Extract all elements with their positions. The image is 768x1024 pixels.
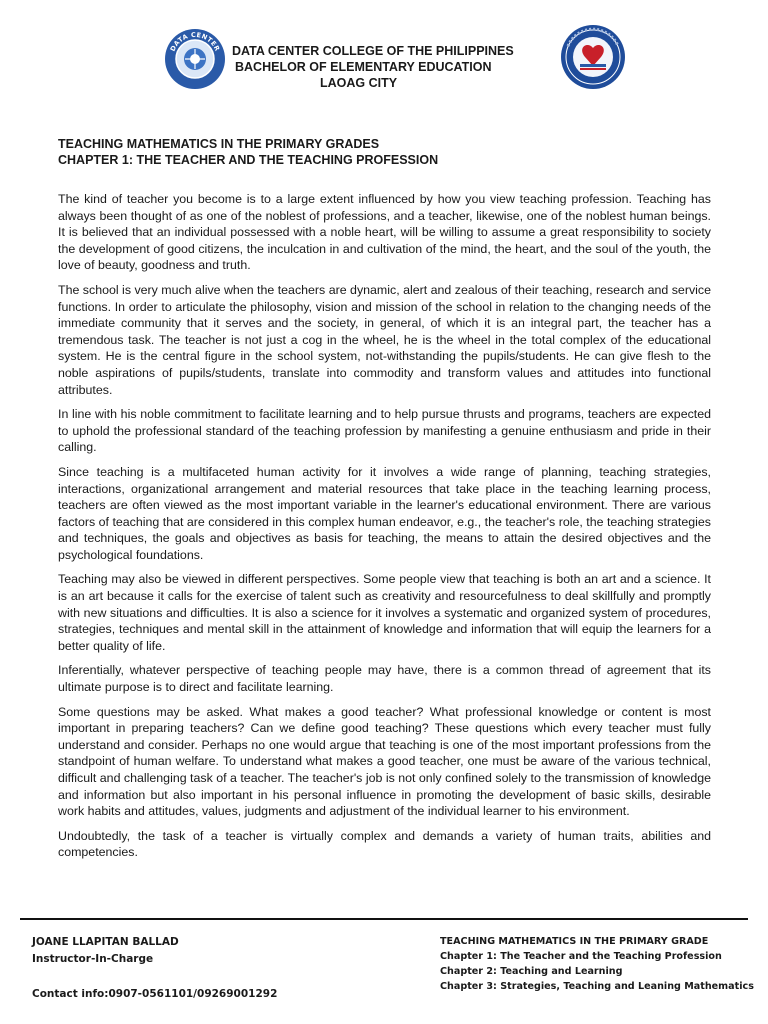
footer-course-title: TEACHING MATHEMATICS IN THE PRIMARY GRADE (440, 936, 709, 947)
svg-text:DATA CENTER: DATA CENTER (168, 30, 222, 53)
city-name: LAOAG CITY (320, 76, 398, 90)
body-paragraph: Undoubtedly, the task of a teacher is virtually complex and demands a variety of human traits, abilities and competencies. (58, 828, 711, 860)
footer-chapter-3: Chapter 3: Strategies, Teaching and Leaning Mathematics (440, 981, 754, 992)
body-paragraph: The kind of teacher you become is to a large extent influenced by how you view teaching profession. Teaching has always been thought of as one of the noblest of professions, and a teacher, likewise, one of the noblest human beings. It is believed that an individual possessed with a noble heart, will be willing to assume a great responsibility to society the development of good citizens, the inculcation in and cultivation of the mind, the heart, and the soul of the youth, the love of beauty, goodness and truth. (58, 192, 711, 273)
footer-chapter-2: Chapter 2: Teaching and Learning (440, 966, 623, 977)
body-paragraph: In line with his noble commitment to facilitate learning and to help pursue thrusts and programs, teachers are expected to uphold the professional standard of the teaching profession by manifesting a genuine enthusiasm and pride in their calling. (58, 407, 711, 455)
instructor-name: JOANE LLAPITAN BALLAD (32, 936, 179, 948)
chapter-title: CHAPTER 1: THE TEACHER AND THE TEACHING PROFESSION (58, 153, 439, 167)
contact-info: Contact info:0907-0561101/09269001292 (32, 988, 278, 1000)
body-paragraph: Since teaching is a multifaceted human activity for it involves a wide range of planning, teaching strategies, interactions, organizational arrangement and material resources that take place in the teaching learning process, teachers are often viewed as the most important variable in the learner's educational environment. There are various factors of teaching that are considered in this complex human endeavor, e.g., the teacher's role, the teaching strategies and techniques, the goals and objectives as basis for teaching, the means to attain the desired objectives and the psychological foundations. (58, 464, 711, 562)
body-paragraph: Inferentially, whatever perspective of teaching people may have, there is a common thread of agreement that its ultimate purpose is to direct and facilitate learning. (58, 663, 711, 695)
footer-chapter-1: Chapter 1: The Teacher and the Teaching Profession (440, 951, 722, 962)
program-name: BACHELOR OF ELEMENTARY EDUCATION (235, 60, 492, 74)
instructor-role: Instructor-In-Charge (32, 953, 154, 965)
footer-divider (20, 918, 748, 920)
education-department-logo (560, 24, 626, 90)
school-name: DATA CENTER COLLEGE OF THE PHILIPPINES (232, 44, 514, 58)
body-paragraph: Teaching may also be viewed in different perspectives. Some people view that teaching is both an art and a science. It is an art because it calls for the exercise of talent such as creativity and resourcefulness to deal skillfully and promptly with new situations and difficulties. It is also a science for it involves a systematic and organized system of procedures, strategies, techniques and mental skill in the attainment of knowledge and information that will equip the learners for a better quality of life. (58, 572, 711, 653)
document-body (58, 191, 711, 869)
footer-instructor-block (32, 934, 277, 1003)
document-header (0, 0, 768, 110)
body-paragraph: Some questions may be asked. What makes a good teacher? What professional knowledge or content is most important in preparing teachers? Can we define good teaching? These questions which every teacher must fully understand and consider. Perhaps no one would argue that teaching is one of the most important professions from the standpoint of human welfare. To understand what makes a good teacher, one must be aware of the various technical, difficult and challenging task of a teacher. The teacher's job is not only confined solely to the transmission of knowledge and information but also important in his personal influence in promoting the development of basic skills, desirable work habits and attitudes, values, judgments and adjustment of the individual learner to his environment. (58, 704, 711, 819)
data-center-college-logo (164, 28, 226, 90)
course-title: TEACHING MATHEMATICS IN THE PRIMARY GRADES (58, 137, 380, 151)
body-paragraph: The school is very much alive when the teachers are dynamic, alert and zealous of their teaching, research and service functions. In order to articulate the philosophy, vision and mission of the school in relation to the changing needs of the immediate community that it serves and the society, in general, of which it is an integral part, the teacher has a tremendous task. The teacher is not just a cog in the wheel, he is the wheel in the total complex of the educational system. He is the central figure in the school system, not-withstanding the pupils/students. He can give flesh to the noble aspirations of pupils/students, translate into commodity and transform values and attitudes into functional attributes. (58, 282, 711, 397)
footer-course-block (440, 934, 754, 994)
school-identity (232, 43, 514, 91)
document-heading (58, 136, 438, 168)
